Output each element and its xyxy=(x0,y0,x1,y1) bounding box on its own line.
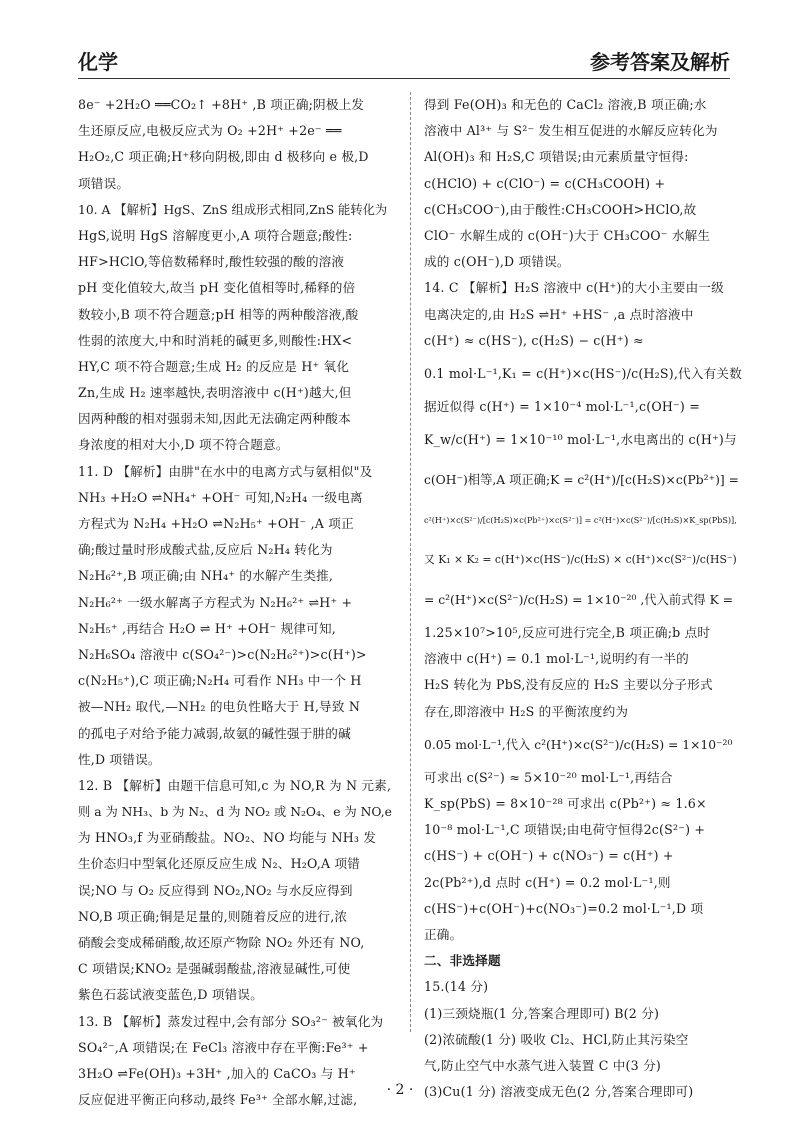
text-line: SO₄²⁻,A 项错误;在 FeCl₃ 溶液中存在平衡:Fe³⁺ + xyxy=(78,1039,369,1055)
text-line: c(H⁺) ≈ c(HS⁻), c(H₂S) − c(H⁺) ≈ xyxy=(424,332,644,348)
text-line: NH₃ +H₂O ⇌NH₄⁺ +OH⁻ 可知,N₂H₄ 一级电离 xyxy=(78,489,363,505)
text-line: K_w/c(H⁺) = 1×10⁻¹⁰ mol·L⁻¹,水电离出的 c(H⁺)与 xyxy=(424,432,737,448)
text-line: N₂H₅⁺ ,再结合 H₂O ⇌ H⁺ +OH⁻ 规律可知, xyxy=(78,620,336,636)
text-line: 8e⁻ +2H₂O ══CO₂↑ +8H⁺ ,B 项正确;阴极上发 xyxy=(78,97,365,112)
text-line: 方程式为 N₂H₄ +H₂O ⇌N₂H₅⁺ +OH⁻ ,A 项正 xyxy=(78,516,354,531)
subject-title: 化学 xyxy=(78,50,118,74)
text-line: 3H₂O ⇌Fe(OH)₃ +3H⁺ ,加入的 CaCO₃ 与 H⁺ xyxy=(78,1065,356,1081)
text-line: c(OH⁻)相等,A 项正确;K = c²(H⁺)/[c(H₂S)×c(Pb²⁺)] = xyxy=(424,473,739,488)
text-line: N₂H₆SO₄ 溶液中 c(SO₄²⁻)>c(N₂H₆²⁺)>c(H⁺)> xyxy=(78,646,367,662)
text-line: Al(OH)₃ 和 H₂S,C 项错误;由元素质量守恒得: xyxy=(424,149,689,165)
text-line: N₂H₆²⁺ 一级水解离子方程式为 N₂H₆²⁺ ⇌H⁺ + xyxy=(78,594,353,610)
text-line: 生价态归中型氧化还原反应生成 N₂、H₂O,A 项错 xyxy=(78,856,361,872)
text-line: 溶液中 c(H⁺) = 0.1 mol·L⁻¹,说明约有一半的 xyxy=(424,651,689,667)
text-line: ClO⁻ 水解生成的 c(OH⁻)大于 CH₃COO⁻ 水解生 xyxy=(424,227,711,243)
text-line: 被—NH₂ 取代,—NH₂ 的电负性略大于 H,导致 N xyxy=(78,699,361,715)
text-line: 1.25×10⁷>10⁵,反应可进行完全,B 项正确;b 点时 xyxy=(424,625,711,641)
text-line: HY,C 项不符合题意;生成 H₂ 的反应是 H⁺ 氧化 xyxy=(78,358,350,374)
text-line: 正确。 xyxy=(424,926,463,942)
text-line: 硝酸会变成稀硝酸,故还原产物除 NO₂ 外还有 NO, xyxy=(78,935,365,950)
text-line: 紫色石蕊试液变蓝色,D 项错误。 xyxy=(78,987,264,1003)
text-line: 溶液中 Al³⁺ 与 S²⁻ 发生相互促进的水解反应转化为 xyxy=(424,123,718,139)
text-line: 13. B 【解析】蒸发过程中,会有部分 SO₃²⁻ 被氧化为 xyxy=(78,1013,384,1029)
text-line: c(CH₃COO⁻),由于酸性:CH₃COOH>HClO,故 xyxy=(424,201,697,217)
text-line: (2)浓硫酸(1 分) 吸收 Cl₂、HCl,防止其污染空 xyxy=(424,1031,689,1047)
text-line: 因两种酸的相对强弱未知,因此无法确定两种酸本 xyxy=(78,411,351,427)
text-line: c(HS⁻) + c(OH⁻) + c(NO₃⁻) = c(H⁺) + xyxy=(424,848,674,864)
text-line: 反应促进平衡正向移动,最终 Fe³⁺ 全部水解,过滤, xyxy=(78,1092,358,1108)
text-line: 存在,即溶液中 H₂S 的平衡浓度约为 xyxy=(424,703,629,719)
text-line: 得到 Fe(OH)₃ 和无色的 CaCl₂ 溶液,B 项正确;水 xyxy=(424,97,707,112)
text-line: 据近似得 c(H⁺) = 1×10⁻⁴ mol·L⁻¹,c(OH⁻) = xyxy=(424,398,700,414)
text-line: 15.(14 分) xyxy=(424,979,489,995)
text-line: 气,防止空气中水蒸气进入装置 C 中(3 分) xyxy=(424,1057,661,1073)
text-line: 10⁻⁸ mol·L⁻¹,C 项错误;由电荷守恒得2c(S²⁻) + xyxy=(424,822,706,838)
text-line: C 项错误;KNO₂ 是强碱弱酸盐,溶液显碱性,可使 xyxy=(78,961,351,977)
section-title: 参考答案及解析 xyxy=(590,50,730,74)
text-line: 可求出 c(S²⁻) ≈ 5×10⁻²⁰ mol·L⁻¹,再结合 xyxy=(424,769,673,785)
text-line: NO,B 项正确;铜是足量的,则随着反应的进行,浓 xyxy=(78,908,348,924)
text-line: pH 变化值较大,故当 pH 变化值相等时,稀释的倍 xyxy=(78,280,356,296)
text-line: 2c(Pb²⁺),d 点时 c(H⁺) = 0.2 mol·L⁻¹,则 xyxy=(424,874,671,890)
text-line: 又 K₁ × K₂ = c(H⁺)×c(HS⁻)/c(H₂S) × c(H⁺)×c(S²⁻)/c(HS⁻) xyxy=(424,553,737,567)
left-column xyxy=(78,92,396,1113)
header-rule xyxy=(78,78,730,79)
page-number: · 2 · xyxy=(386,1082,414,1098)
text-line: 为 HNO₃,f 为亚硝酸盐。NO₂、NO 均能与 NH₃ 发 xyxy=(78,830,377,846)
text-line: 14. C 【解析】H₂S 溶液中 c(H⁺)的大小主要由一级 xyxy=(424,280,724,296)
text-line: 身浓度的相对大小,D 项不符合题意。 xyxy=(78,437,289,453)
text-line: HF>HClO,等倍数稀释时,酸性较强的酸的溶液 xyxy=(78,254,345,270)
text-line: H₂S 转化为 PbS,没有反应的 H₂S 主要以分子形式 xyxy=(424,677,713,693)
text-line: c(HS⁻)+c(OH⁻)+c(NO₃⁻)=0.2 mol·L⁻¹,D 项 xyxy=(424,900,704,916)
text-line: 电离决定的,由 H₂S ⇌H⁺ +HS⁻ ,a 点时溶液中 xyxy=(424,306,694,322)
text-line: 误;NO 与 O₂ 反应得到 NO₂,NO₂ 与水反应得到 xyxy=(78,882,353,898)
right-column xyxy=(424,92,742,1105)
text-line: 数较小,B 项不符合题意;pH 相等的两种酸溶液,酸 xyxy=(78,306,359,322)
text-line: (1)三颈烧瓶(1 分,答案合理即可) B(2 分) xyxy=(424,1005,660,1021)
column-divider xyxy=(410,92,411,1032)
text-line: 项错误。 xyxy=(78,175,130,191)
text-line: 11. D 【解析】由肼"在水中的电离方式与氨相似"及 xyxy=(78,463,373,479)
text-line: c(N₂H₅⁺),C 项正确;N₂H₄ 可看作 NH₃ 中一个 H xyxy=(78,673,362,689)
text-line: 0.05 mol·L⁻¹,代入 c²(H⁺)×c(S²⁻)/c(H₂S) = 1×10⁻²⁰ xyxy=(424,737,733,752)
text-line: 的孤电子对给予能力减弱,故氨的碱性强于肼的碱 xyxy=(78,725,351,741)
text-line: c(HClO) + c(ClO⁻) = c(CH₃COOH) + xyxy=(424,175,666,191)
text-line: 性弱的浓度大,中和时消耗的碱更多,则酸性:HX< xyxy=(78,332,353,348)
text-line: K_sp(PbS) = 8×10⁻²⁸ 可求出 c(Pb²⁺) ≈ 1.6× xyxy=(424,796,707,811)
text-line: Zn,生成 H₂ 速率越快,表明溶液中 c(H⁺)越大,但 xyxy=(78,385,352,401)
text-line: 则 a 为 NH₃、b 为 N₂、d 为 NO₂ 或 N₂O₄、e 为 NO,e xyxy=(78,805,392,820)
text-line: c²(H⁺)×c(S²⁻)/[c(H₂S)×c(Pb²⁺)×c(S²⁻)] = c²(H⁺)×c(S²⁻)/[c(H₂S)×K_sp(PbS)], xyxy=(424,515,737,526)
text-line: 性,D 项错误。 xyxy=(78,751,161,767)
text-line: 确;酸过量时形成酸式盐,反应后 N₂H₄ 转化为 xyxy=(78,542,333,558)
text-line: 成的 c(OH⁻),D 项错误。 xyxy=(424,254,570,270)
text-line: 生还原反应,电极反应式为 O₂ +2H⁺ +2e⁻ ══ xyxy=(78,123,342,139)
text-line: H₂O₂,C 项正确;H⁺移向阴极,即由 d 极移向 e 极,D xyxy=(78,149,369,165)
text-line: = c²(H⁺)×c(S²⁻)/c(H₂S) = 1×10⁻²⁰ ,代入前式得 K = xyxy=(424,593,734,608)
text-line: N₂H₆²⁺,B 项正确;由 NH₄⁺ 的水解产生类推, xyxy=(78,568,334,584)
text-line: (3)Cu(1 分) 溶液变成无色(2 分,答案合理即可) xyxy=(424,1084,694,1100)
text-line: HgS,说明 HgS 溶解度更小,A 项符合题意;酸性: xyxy=(78,227,353,243)
text-line: 12. B 【解析】由题干信息可知,c 为 NO,R 为 N 元素, xyxy=(78,777,392,793)
text-line: 10. A 【解析】HgS、ZnS 组成形式相同,ZnS 能转化为 xyxy=(78,202,388,217)
text-line: 0.1 mol·L⁻¹,K₁ = c(H⁺)×c(HS⁻)/c(H₂S),代入有关数 xyxy=(424,365,742,381)
page-header xyxy=(78,44,730,74)
text-line: 二、非选择题 xyxy=(424,953,501,969)
